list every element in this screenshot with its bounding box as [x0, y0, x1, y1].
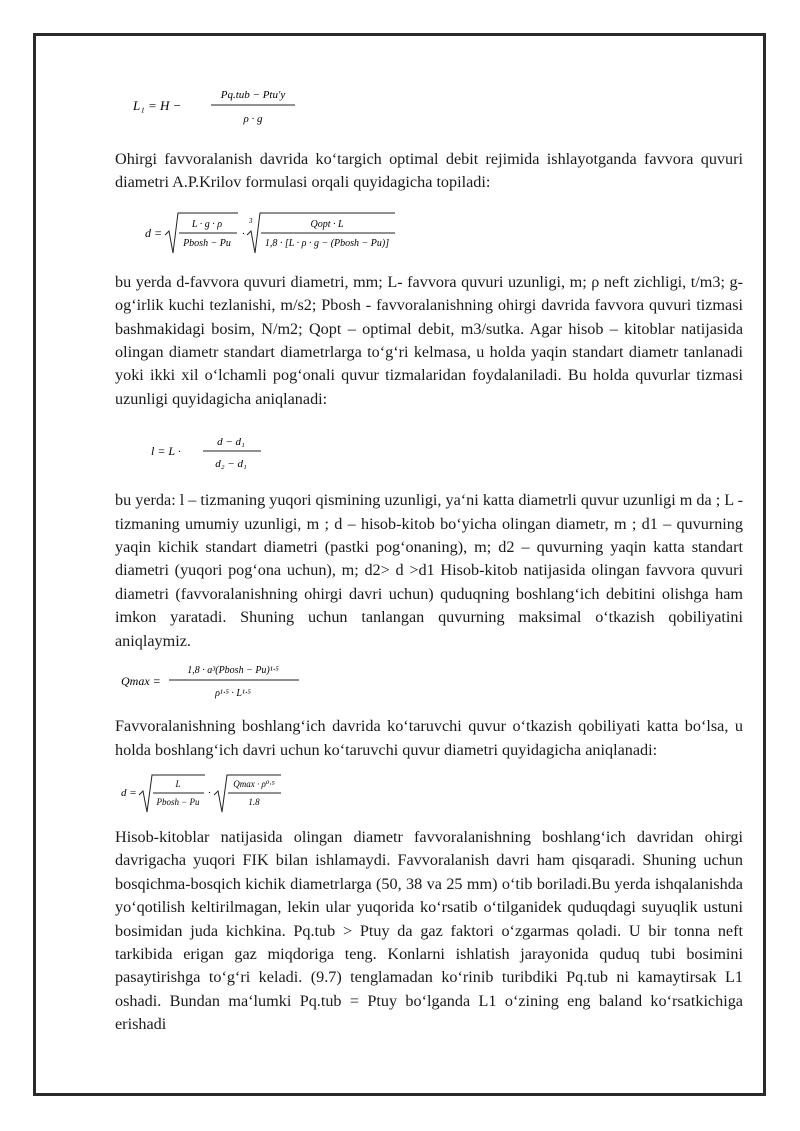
- svg-text:·: ·: [208, 786, 211, 799]
- formula-krilov-lhs: d =: [145, 225, 163, 240]
- formula-qmax-numerator: 1,8 · a³(Pbosh − Pu)¹·⁵: [187, 665, 279, 677]
- formula-length-lhs: l = L ·: [151, 444, 181, 459]
- formula-initial-r2-num: Qmax · ρ⁰·⁵: [233, 778, 275, 789]
- formula-initial-r1-num: L: [175, 778, 181, 789]
- formula-initial-diameter: [121, 772, 743, 814]
- document-body: [115, 86, 743, 1037]
- paragraph-4: Favvoralanishning boshlang‘ich davrida ko‘taruvchi quvur o‘tkazish qobiliyati katta bo‘lsa, u holda boshlang‘ich davri uchun ko‘taruvchi quvur diametri quyidagicha aniqlanadi:: [115, 717, 743, 759]
- formula-length-denominator: d₂ − d₁: [215, 458, 247, 471]
- formula-krilov-r2-den: 1,8 · [L · ρ · g − (Pbosh − Pu)]: [264, 237, 390, 249]
- formula-initial-r2-den: 1.8: [248, 796, 260, 807]
- formula-krilov-r2-num: Qopt · L: [310, 218, 344, 230]
- formula-length: [151, 431, 743, 475]
- formula-krilov-r1-num: L · g · ρ: [191, 218, 223, 230]
- formula-krilov-r1-den: Pbosh − Pu: [183, 237, 231, 249]
- paragraph-1: Ohirgi favvoralanish davrida ko‘targich optimal debit rejimida ishlayotganda favvora quvuri diametri A.P.Krilov formulasi orqali quyidagicha topiladi:: [115, 150, 743, 192]
- formula-initial-r1-den: Pbosh − Pu: [156, 796, 200, 807]
- formula-krilov-index: 3: [249, 216, 253, 225]
- formula-l1: [133, 86, 743, 128]
- formula-initial-lhs: d =: [121, 786, 137, 799]
- formula-l1-numerator: Pq.tub − Ptu'y: [220, 89, 286, 101]
- paragraph-5: Hisob-kitoblar natijasida olingan diametr favvoralanishning boshlang‘ich davridan ohirgi davrigacha yuqori FIK bilan ishlamaydi. Favvoralanish davri ham qisqaradi. Shuning uchun bosqichma-bosqich kichik diametrlarga (50, 38 va 25 mm) o‘tib boriladi.Bu yerda ishqalanishda yo‘qotilish keltirilmagan, lekin ular yuqorida ko‘rsatib o‘tilganidek quduqdagi suyuqlik ustuni bosimidan juda kichkina. Pq.tub > Ptuy da gaz faktori o‘zgarmas qoladi. U bir tonna neft tarkibida erigan gaz miqdoriga teng. Konlarni ishlatish jarayonida quduq tubi bosimini pasaytirishga to‘g‘ri keladi. (9.7) tenglamadan ko‘rinib turibdiki Pq.tub ni kamaytirsak L1 oshadi. Bundan ma‘lumki Pq.tub = Ptuy bo‘lganda L1 o‘zining eng baland ko‘rsatkichiga erishadi: [115, 827, 743, 1034]
- formula-qmax: [121, 661, 743, 703]
- paragraph-2: bu yerda d-favvora quvuri diametri, mm; L- favvora quvuri uzunligi, m; ρ neft zichligi, t/m3; g-og‘irlik kuchi tezlanishi, m/s2; Pbosh - favvoralanishning ohirgi davrida favvora quvuri tizmasi bashmakidagi bosim, N/m2; Qopt – optimal debit, m3/sutka. Agar hisob – kitoblar natijasida olingan diametr standart diametrlarga to‘g‘ri kelmasa, u holda yaqin standart diametr tanlanadi yoki ikki xil o‘lchamli pog‘onali quvur tizmalaridan foydalaniladi. Bu holda quvurlar tizmasi uzunligi quyidagicha aniqlanadi:: [115, 272, 743, 408]
- formula-qmax-lhs: Qmax =: [121, 674, 161, 689]
- formula-l1-denominator: ρ · g: [243, 113, 263, 125]
- svg-text:·: ·: [242, 227, 245, 240]
- formula-length-numerator: d − d₁: [217, 436, 245, 449]
- formula-qmax-denominator: ρ¹·⁵ · L¹·⁵: [215, 688, 251, 700]
- formula-l1-lhs: L₁ = H −: [133, 98, 182, 113]
- formula-krilov: [145, 209, 743, 257]
- paragraph-3: bu yerda: l – tizmaning yuqori qismining uzunligi, ya‘ni katta diametrli quvur uzunligi m da ; L - tizmaning umumiy uzunligi, m ; d – hisob-kitob bo‘yicha olingan diametr, m ; d1 – quvurning yaqin kichik standart diametri (pastki pog‘onaning), m; d2 – quvurning yaqin katta standart diametri (yuqori pog‘ona uchun), m; d2> d >d1 Hisob-kitob natijasida olingan favvora quvuri diametri (favvoralanishning ohirgi davri uchun) quduqning boshlang‘ich debitini olishga ham imkon yaratadi. Shuning uchun tanlangan quvurning maksimal o‘tkazish qobiliyatini aniqlaymiz.: [115, 491, 743, 650]
